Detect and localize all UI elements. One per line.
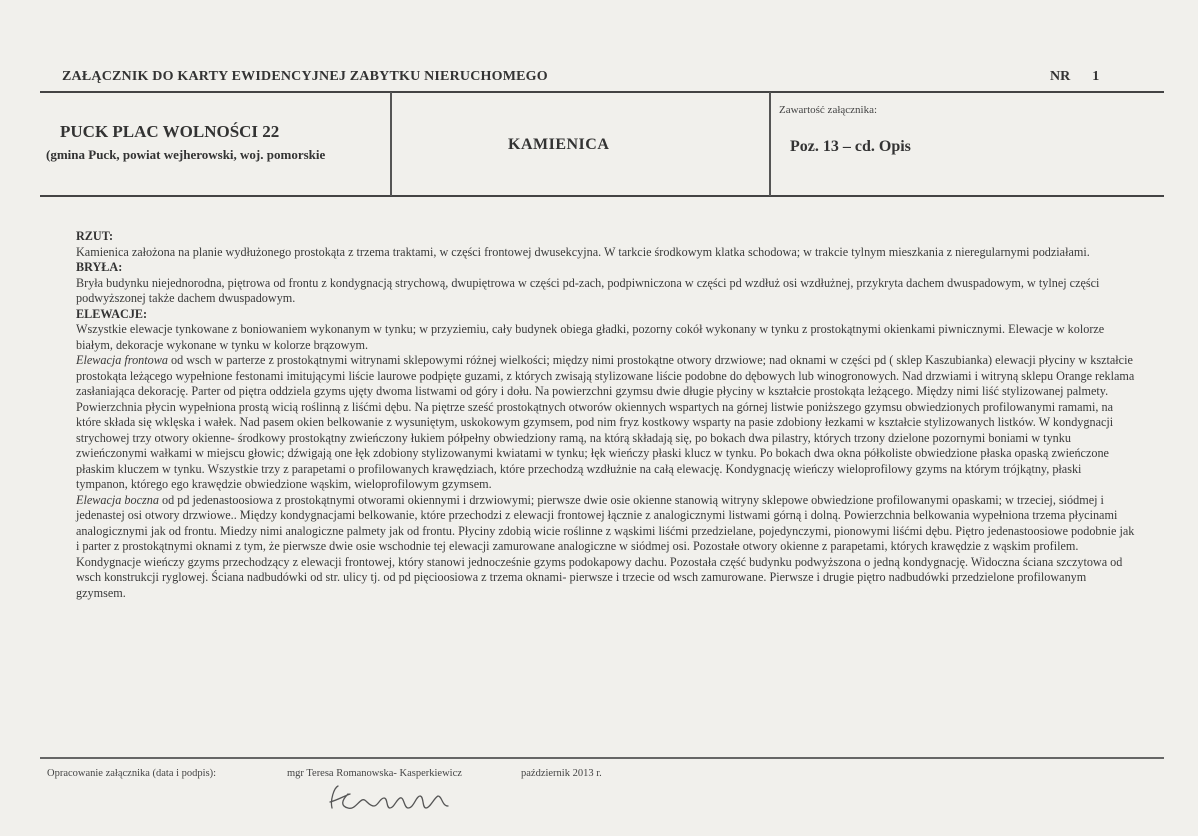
- frontowa-label: Elewacja frontowa: [76, 353, 168, 367]
- section-text-rzut: Kamienica założona na planie wydłużonego prostokąta z trzema traktami, w części frontowej dwusekcyjna. W tarkcie środkowym klatka schodowa; w trakcie tylnym mieszkania z nieregularnymi podziałami.: [76, 244, 1090, 259]
- footer-date: październik 2013 r.: [521, 768, 602, 779]
- document-number: [1050, 69, 1099, 85]
- paragraph-boczna: [76, 493, 1136, 602]
- footer-author: mgr Teresa Romanowska- Kasperkiewicz: [287, 768, 462, 779]
- footer-rule: [40, 757, 1164, 759]
- nr-label: NR: [1050, 69, 1071, 84]
- info-divider-left: [390, 92, 392, 196]
- object-location: (gmina Puck, powiat wejherowski, woj. pomorskie: [46, 147, 326, 162]
- content-value: Poz. 13 – cd. Opis: [790, 138, 911, 155]
- header-rule: [40, 91, 1164, 93]
- footer-label: Opracowanie załącznika (data i podpis):: [47, 768, 217, 779]
- section-heading-elewacje: ELEWACJE:: [76, 306, 148, 321]
- description-body: [76, 229, 1136, 601]
- boczna-label: Elewacja boczna: [76, 492, 159, 507]
- frontowa-text: od wsch w parterze z prostokątnymi witrynami sklepowymi różnej wielkości; między nimi prostokątne otwory drzwiowe; nad oknami w części pd ( sklep Kaszubianka) elewacji płyciny w kształcie prostokąta leżącego wypełnione festonami imitującymi liście laurowe podpięte guzami, z których zwisają stylizowane liście podobne do dębowych lub winogronowych. Nad drzwiami i witryną sklepu Orange reklama zasłaniająca dekorację. Parter od piętra oddziela gzyms ujęty dwoma listwami od góry i dołu. Na powierzchni gzymsu dwie długie płyciny w kształcie prostokąta leżącego. Między nimi liść stylizowanej palmety. Powierzchnia płycin wypełniona prostą wicią roślinną z liśćmi dębu. Na piętrze sześć prostokątnych otworów okiennych wspartych na górnej listwie poniższego gzymsu obwiedzionych profilowanymi ramami, na które składa się wklęska i wałek. Nad pasem okien belkowanie z wysuniętym, uskokowym gzymsem, pod nim fryz kostkowy wsparty na pasie zdobiony łezkami w kształcie stylizowanych listków. W kondygnacji strychowej trzy otwory okienne- środkowy prostokątny zwieńczony łukiem półpełny obwiedziony ramą, na którą składają się, po bokach dwa pilastry, których trzony dzielone pozornymi boniami w tynku zwieńczonymi wałkami w miejscu głowic; dźwigają one łęk zdobiony stylizowanymi kwiatami w tynku; łęk wieńczy płaski klucz w tynku. Po bokach dwa okna półkoliste obwiedzione płaska opaską zwieńczone płaskim kluczem w tynku. Wszystkie trzy z parapetami o profilowanych krawędziach, które przechodzą wzdłużnie na całą elewację. Kondygnację wieńczy wieloprofilowy gzyms na którym trójkątny, płaski tympanon, którego ego krawędzie obwiedzione wąskim, wieloprofilowym gzymsem.: [76, 353, 1135, 491]
- document-title: ZAŁĄCZNIK DO KARTY EWIDENCYJNEJ ZABYTKU NIERUCHOMEGO: [62, 69, 548, 84]
- signature: [318, 778, 468, 818]
- section-heading-rzut: RZUT:: [76, 229, 114, 243]
- paragraph-frontowa: [76, 353, 1136, 493]
- object-address: PUCK PLAC WOLNOŚCI 22: [60, 122, 280, 141]
- object-name: KAMIENICA: [508, 136, 610, 153]
- info-bottom-rule: [40, 195, 1164, 197]
- info-divider-right: [769, 92, 771, 196]
- section-text-elewacje: Wszystkie elewacje tynkowane z boniowaniem wykonanym w tynku; w przyziemiu, cały budynek obiega gładki, pozorny cokół wykonany w tynku z prostokątnymi okienkami piwnicznymi. Elewacje w kolorze białym, dekoracje wykonane w tynku w kolorze brązowym.: [76, 322, 1105, 352]
- content-label: Zawartość załącznika:: [779, 104, 878, 116]
- section-text-bryla: Bryła budynku niejednorodna, piętrowa od frontu z kondygnacją strychową, dwupiętrowa w części pd-zach, podpiwniczona w części pd wzdłuż osi wzdłużnej, przykryta dachem dwuspadowym, w tylnej części podwyższonej także dachem dwuspadowym.: [76, 275, 1100, 305]
- boczna-text: od pd jedenastoosiowa z prostokątnymi otworami okiennymi i drzwiowymi; pierwsze dwie osie okienne stanowią witryny sklepowe obwiedzione profilowanymi opaskami; w trzeciej, siódmej i jedenastej osi otwory drzwiowe.. Między kondygnacjami belkowanie, które przechodzi z elewacji frontowej łącznie z analogicznymi listwami górną i dolną. Powierzchnia belkowania wypełniona trzema płycinami analogicznymi jak od frontu. Miedzy nimi analogiczne palmety jak od frontu. Płyciny zdobią wicie roślinne z wąskimi liśćmi przedzielane, pojedynczymi, pionowymi liśćmi dębu. Piętro jedenastoosiowe podobnie jak i parter z prostokątnymi oknami z tym, że pierwsze dwie osie wschodnie tej elewacji zamurowane analogiczne w siódmej osi. Pozostałe otwory okienne z parapetami, których krawędzie z wąskim profilem. Kondygnacje wieńczy gzyms przechodzący z elewacji frontowej, który stanowi jednocześnie gzyms podokapowy dachu. Pozostała część budynku podwyższona o jedną kondygnację. Widoczna ściana szczytowa od wsch konstrukcji ryglowej. Ściana nadbudówki od str. ulicy tj. od pd pięcioosiowa z trzema oknami- pierwsze i trzecie od wsch zamurowane. Pierwsze i drugie piętro nadbudówki przedzielone profilowanym gzymsem.: [76, 492, 1135, 600]
- section-heading-bryla: BRYŁA:: [76, 260, 123, 274]
- nr-value: 1: [1092, 69, 1100, 84]
